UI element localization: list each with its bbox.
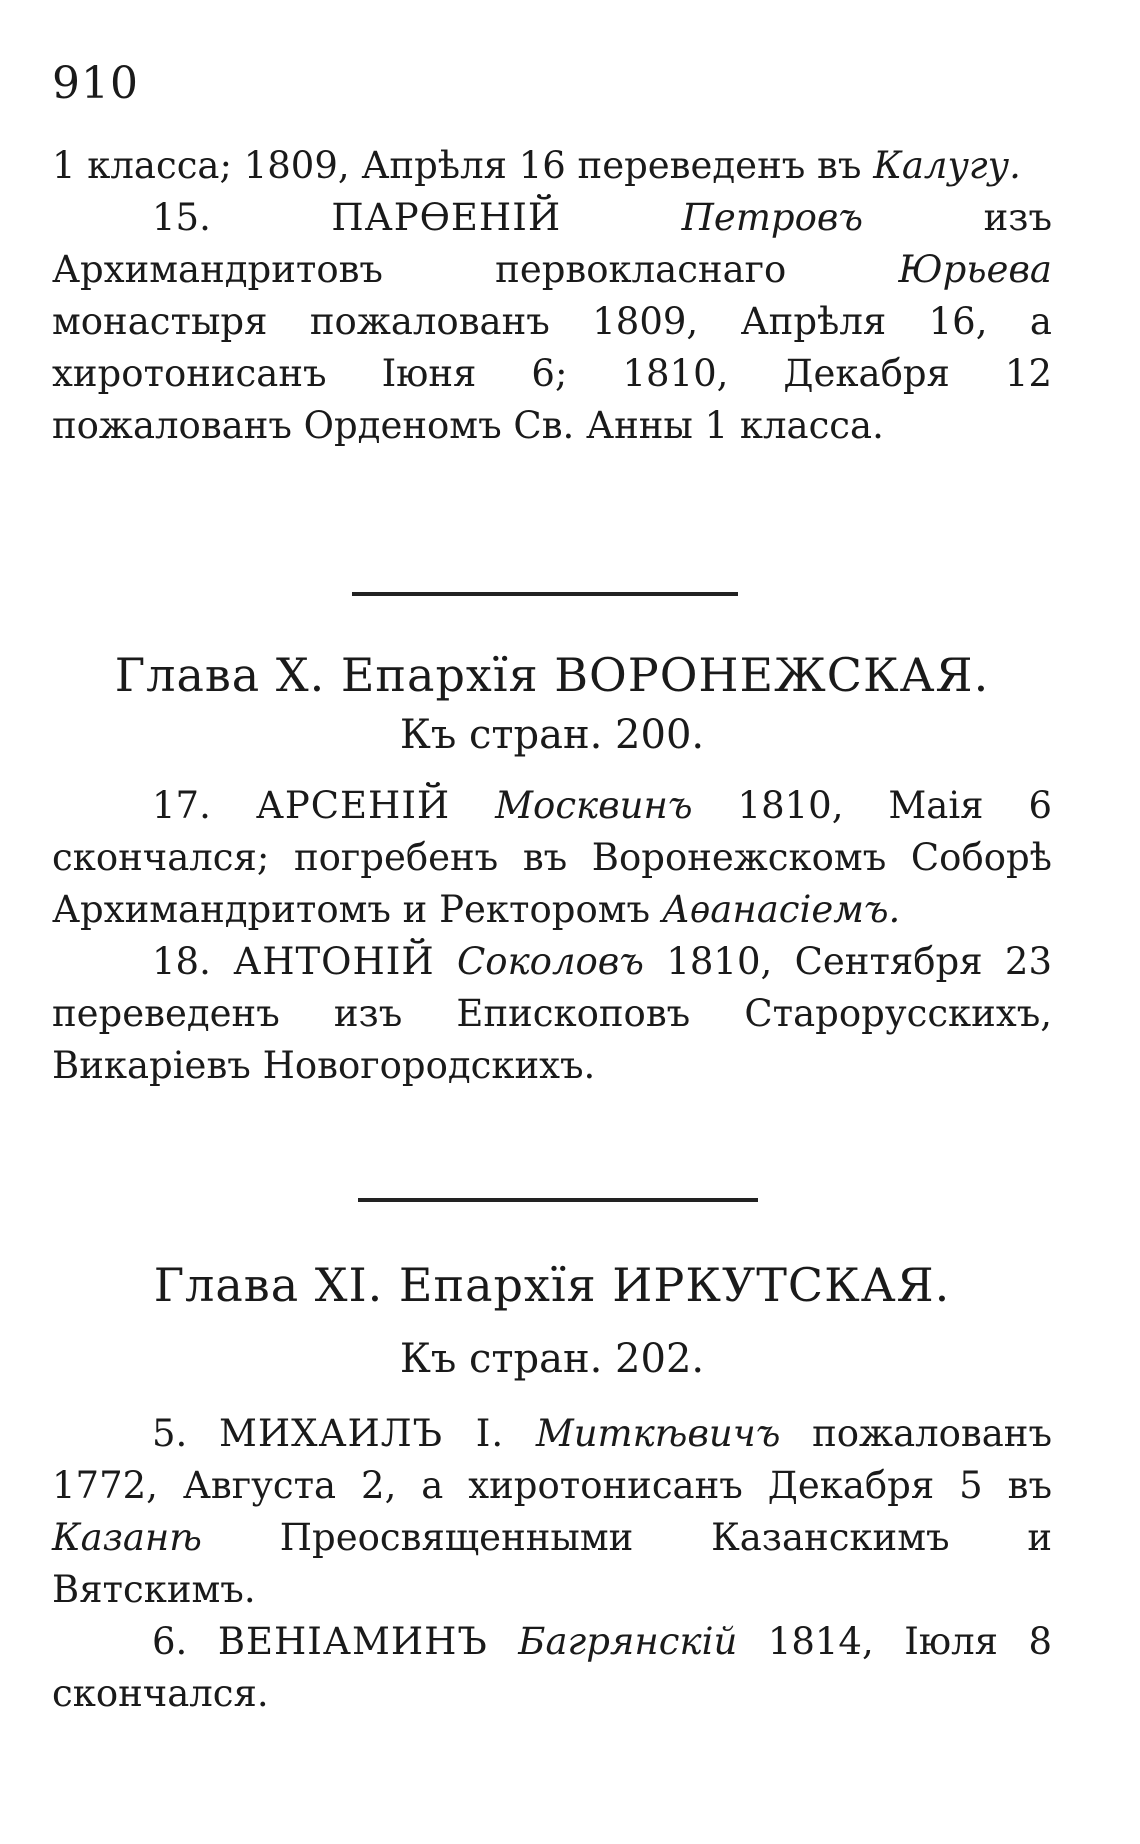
entry-surname: Багрянскій <box>518 1620 738 1663</box>
chapter-page-reference: Къ стран. 200. <box>399 712 705 758</box>
entry-monastery: Юрьева <box>898 248 1052 291</box>
section-divider <box>352 592 738 596</box>
entry-text: 1810, Сентября 23 переведенъ изъ Епископовъ Старорусскихъ, Викаріевъ Новогородскихъ. <box>52 940 1052 1087</box>
entry-name: МИХАИЛЪ I. <box>219 1412 505 1455</box>
continuation-city: Калугу. <box>873 144 1021 187</box>
entry-surname: Миткѣвичъ <box>535 1412 781 1455</box>
entry-text: 1810, Маія 6 скончался; погребенъ въ Воронежскомъ Соборѣ Архимандритомъ и Ректоромъ <box>52 784 1053 931</box>
continuation-paragraph <box>52 140 1052 192</box>
entry-block-chapter10 <box>52 780 1052 1092</box>
entry-person: Аѳанасіемъ. <box>661 888 901 931</box>
entry-rest: Преосвященными Казанскимъ и Вятскимъ. <box>52 1516 1052 1611</box>
entry-number: 18. <box>152 940 211 983</box>
section-divider <box>358 1198 758 1202</box>
chapter-heading: Глава X. Епархїя ВОРОНЕЖСКАЯ. <box>114 648 990 702</box>
page-number: 910 <box>52 58 139 109</box>
entry-17 <box>52 780 1052 936</box>
entry-block-chapter11 <box>52 1408 1052 1720</box>
entry-surname: Соколовъ <box>456 940 644 983</box>
chapter-page-reference: Къ стран. 202. <box>399 1336 705 1382</box>
entry-5 <box>52 1408 1052 1616</box>
entry-name: ПАРѲЕНІЙ <box>331 196 562 239</box>
entry-city: Казанѣ <box>52 1516 202 1559</box>
entry-text: 1814, Іюля 8 скончался. <box>52 1620 1052 1715</box>
entry-number: 15. <box>152 196 211 239</box>
entry-number: 6. <box>152 1620 188 1663</box>
entry-name: АРСЕНІЙ <box>255 784 451 827</box>
entry-name: ВЕНІАМИНЪ <box>217 1620 488 1663</box>
entry-name: АНТОНІЙ <box>233 940 435 983</box>
entry-surname: Петровъ <box>681 196 864 239</box>
entry-number: 17. <box>152 784 211 827</box>
entry-15 <box>52 192 1052 452</box>
entry-surname: Москвинъ <box>495 784 693 827</box>
entry-text: пожалованъ 1772, Августа 2, а хиротонисанъ Декабря 5 въ <box>52 1412 1052 1507</box>
entry-text: изъ Архимандритовъ первокласнаго <box>52 196 1053 291</box>
entry-rest: монастыря пожалованъ 1809, Апрѣля 16, а хиротонисанъ Іюня 6; 1810, Декабря 12 пожалованъ Орденомъ Св. Анны 1 класса. <box>52 300 1052 447</box>
continuation-text: 1 класса; 1809, Апрѣля 16 переведенъ въ <box>52 144 862 187</box>
entry-18 <box>52 936 1052 1092</box>
entry-6 <box>52 1616 1052 1720</box>
entry-block-15 <box>52 140 1052 452</box>
chapter-heading: Глава XI. Епархїя ИРКУТСКАЯ. <box>153 1258 951 1312</box>
entry-number: 5. <box>152 1412 188 1455</box>
